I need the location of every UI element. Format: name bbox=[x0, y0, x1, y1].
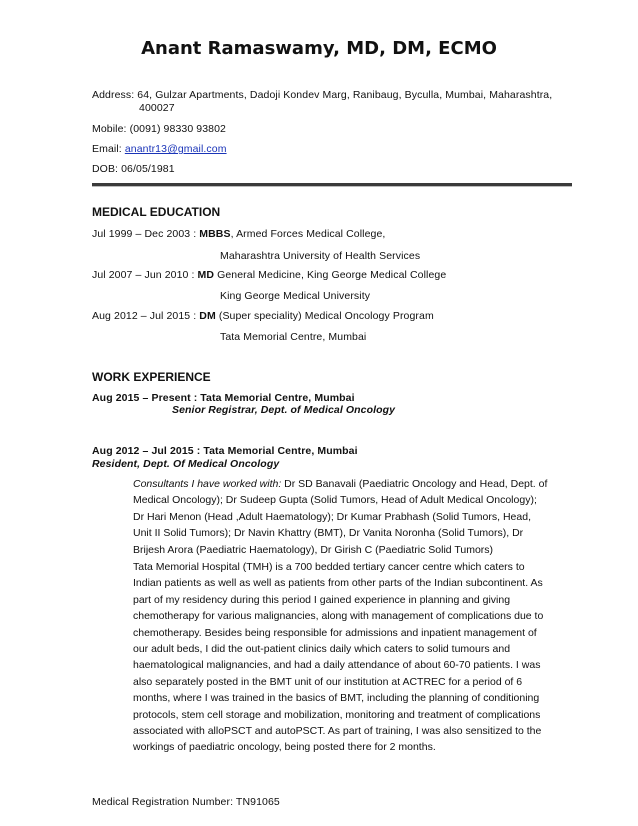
education-entry-1-university: Maharashtra University of Health Services bbox=[220, 250, 421, 262]
education-entry-3-university: Tata Memorial Centre, Mumbai bbox=[220, 331, 367, 343]
description-row: associated with alloPSCT and autoPSCT. As part of training, I was also sensitized to the bbox=[133, 725, 542, 738]
job-2-role: Resident, Dept. Of Medical Oncology bbox=[92, 458, 280, 470]
education-dates: Jul 1999 – Dec 2003 : bbox=[92, 228, 200, 240]
mobile-line bbox=[92, 123, 226, 135]
email-label: Email: bbox=[92, 143, 122, 155]
address-line bbox=[92, 89, 552, 101]
consultants-label: Consultants I have worked with: bbox=[133, 478, 282, 490]
job-1-role: Senior Registrar, Dept. of Medical Oncology bbox=[172, 404, 396, 416]
dob-label: DOB: bbox=[92, 163, 119, 175]
consultants-text: Dr SD Banavali (Paediatric Oncology and Head, Dept. of bbox=[281, 478, 548, 490]
description-row: our adult beds, I did the out-patient clinics daily which caters to solid tumours and bbox=[133, 643, 511, 656]
dob-line bbox=[92, 163, 175, 175]
mobile-value: (0091) 98330 93802 bbox=[129, 123, 226, 135]
address-postcode: 400027 bbox=[139, 102, 175, 114]
address-value: 64, Gulzar Apartments, Dadoji Kondev Marg, Ranibaug, Byculla, Mumbai, Maharashtra, bbox=[137, 89, 553, 101]
description-row: part of my residency during this period I gained experience in planning and giving bbox=[133, 593, 511, 606]
consultants-row: Dr Hari Menon (Head ,Adult Haematology); Dr Kumar Prabhash (Solid Tumors, Head, bbox=[133, 510, 531, 523]
description-row: Indian patients as well as well as patients from other parts of the Indian subcontinent. As bbox=[133, 577, 543, 590]
job-1-title: Aug 2015 – Present : Tata Memorial Centre, Mumbai bbox=[92, 392, 355, 404]
description-row: chemotherapy for various malignancies, along with management of complications due to bbox=[133, 610, 544, 623]
education-degree: MBBS bbox=[199, 228, 231, 240]
education-dates: Jul 2007 – Jun 2010 : bbox=[92, 269, 198, 281]
consultants-row: Medical Oncology); Dr Sudeep Gupta (Solid Tumors, Head of Adult Medical Oncology); bbox=[133, 494, 537, 507]
education-institution: , Armed Forces Medical College, bbox=[230, 228, 386, 240]
header-divider bbox=[92, 183, 572, 187]
education-degree: DM bbox=[199, 310, 216, 322]
description-row: protocols, stem cell storage and mobilization, monitoring and treatment of complications bbox=[133, 708, 541, 721]
education-entry-3 bbox=[92, 310, 434, 322]
consultants-row bbox=[133, 476, 549, 492]
resume-name: Anant Ramaswamy, MD, DM, ECMO bbox=[141, 38, 497, 59]
education-dates: Aug 2012 – Jul 2015 : bbox=[92, 310, 200, 322]
description-row: Tata Memorial Hospital (TMH) is a 700 bedded tertiary cancer centre which caters to bbox=[133, 561, 525, 573]
dob-value: 06/05/1981 bbox=[121, 163, 175, 175]
job-2-title: Aug 2012 – Jul 2015 : Tata Memorial Centre, Mumbai bbox=[92, 445, 358, 457]
description-row: workings of paediatric oncology, being posted there for 2 months. bbox=[133, 741, 436, 754]
address-label: Address: bbox=[92, 89, 135, 101]
description-row: haematological malignancies, and had a daily attendance of about 60-70 patients. I was bbox=[133, 659, 541, 672]
description-paragraph bbox=[133, 559, 549, 756]
consultants-paragraph bbox=[133, 476, 549, 558]
consultants-row: Unit II Solid Tumors); Dr Navin Khattry (BMT), Dr Vanita Noronha (Solid Tumors), Dr bbox=[133, 527, 524, 540]
description-row: chemotherapy. Besides being responsible for admissions and inpatient management of bbox=[133, 626, 537, 639]
consultants-row: Brijesh Arora (Paediatric Haematology), Dr Girish C (Paediatric Solid Tumors) bbox=[133, 543, 494, 556]
work-heading: WORK EXPERIENCE bbox=[92, 370, 211, 384]
description-row: months, where I was trained in the basics of BMT, including the planning of conditioning bbox=[133, 692, 540, 705]
education-degree: MD bbox=[197, 269, 215, 281]
education-heading: MEDICAL EDUCATION bbox=[92, 205, 221, 219]
footer-registration: Medical Registration Number: TN91065 bbox=[92, 796, 280, 808]
education-entry-2 bbox=[92, 269, 446, 281]
education-entry-2-university: King George Medical University bbox=[220, 290, 371, 302]
mobile-label: Mobile: bbox=[92, 123, 127, 135]
education-institution: General Medicine, King George Medical College bbox=[214, 269, 447, 281]
email-link[interactable]: anantr13@gmail.com bbox=[124, 143, 227, 155]
description-row: also separately posted in the BMT unit of our institution at ACTREC for a period of 6 bbox=[133, 675, 523, 688]
education-institution: (Super speciality) Medical Oncology Program bbox=[215, 310, 434, 322]
education-entry-1 bbox=[92, 228, 385, 240]
email-line bbox=[92, 143, 227, 155]
